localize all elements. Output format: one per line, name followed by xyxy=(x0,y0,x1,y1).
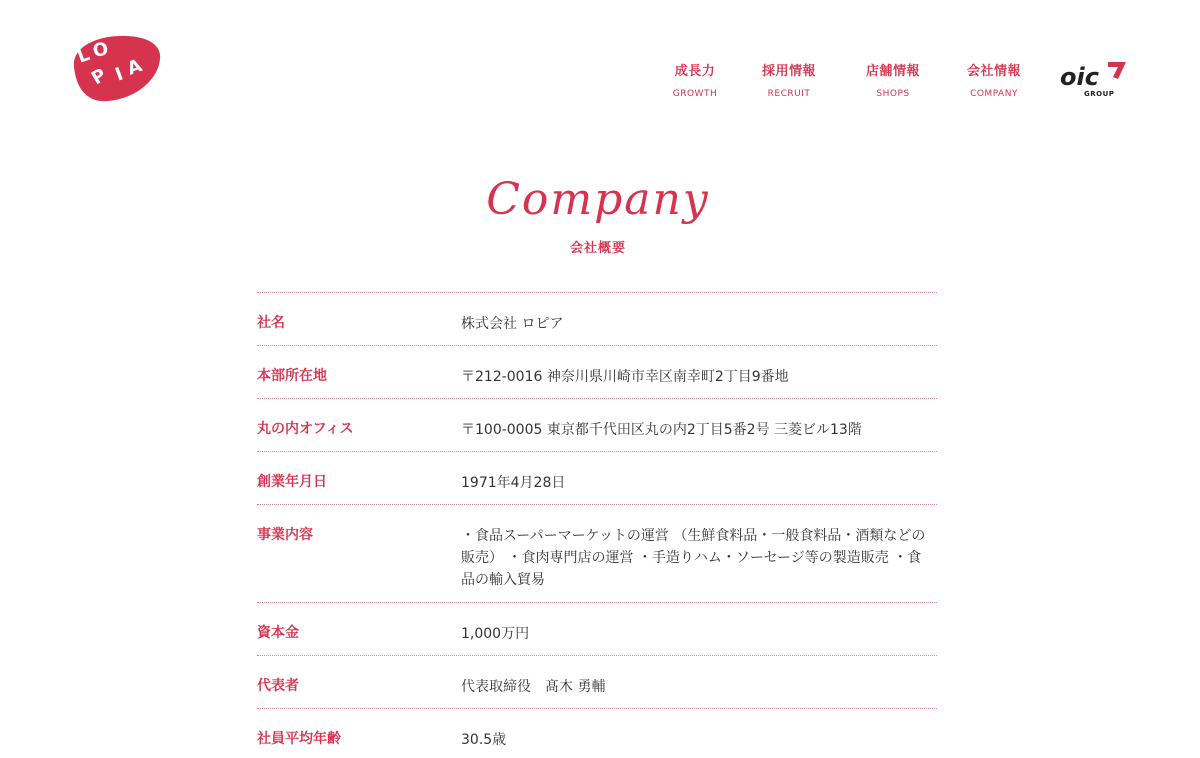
nav-item-company[interactable] xyxy=(954,64,1034,100)
row-label: 丸の内オフィス xyxy=(257,421,354,437)
nav-item-shops[interactable] xyxy=(854,64,932,100)
svg-text:P: P xyxy=(88,64,110,90)
nav-item-label-en: COMPANY xyxy=(970,89,1018,99)
nav-item-label-en: SHOPS xyxy=(876,89,910,99)
page-title-script: Company xyxy=(486,174,710,225)
svg-text:A: A xyxy=(124,55,145,80)
table-row xyxy=(257,398,937,451)
row-label: 資本金 xyxy=(257,625,299,641)
row-value: 〒100-0005 東京都千代田区丸の内2丁目5番2号 三菱ビル13階 xyxy=(461,422,862,438)
table-row xyxy=(257,708,937,758)
nav-item-recruit[interactable] xyxy=(746,64,832,100)
svg-text:oic: oic xyxy=(1060,63,1099,91)
table-row xyxy=(257,655,937,708)
svg-text:GROUP: GROUP xyxy=(1084,90,1115,98)
table-row xyxy=(257,602,937,655)
svg-text:L: L xyxy=(74,44,93,68)
row-value: 〒212-0016 神奈川県川崎市幸区南幸町2丁目9番地 xyxy=(461,369,789,385)
row-value: 30.5歳 xyxy=(461,732,507,748)
row-label: 本部所在地 xyxy=(257,368,327,384)
nav-item-label-jp: 会社情報 xyxy=(966,64,1021,79)
table-row xyxy=(257,292,937,345)
nav-item-label-jp: 店舗情報 xyxy=(865,64,920,79)
row-value: 1971年4月28日 xyxy=(461,475,566,491)
company-info-table xyxy=(257,292,937,758)
oic-group-logo[interactable] xyxy=(1058,59,1128,99)
row-label: 社名 xyxy=(257,315,285,331)
svg-text:O: O xyxy=(91,38,110,62)
main-nav xyxy=(660,64,1034,100)
row-label: 事業内容 xyxy=(257,527,313,543)
page-title: 会社概要 xyxy=(569,241,626,256)
table-row xyxy=(257,451,937,504)
nav-item-label-en: GROWTH xyxy=(672,89,718,99)
row-label: 創業年月日 xyxy=(257,474,327,490)
svg-text:I: I xyxy=(112,63,127,86)
row-value: 1,000万円 xyxy=(461,626,530,642)
row-label: 代表者 xyxy=(257,678,299,694)
row-label: 社員平均年齢 xyxy=(257,731,341,747)
nav-item-growth[interactable] xyxy=(660,64,730,100)
nav-item-label-jp: 成長力 xyxy=(674,64,716,79)
row-value: 株式会社 ロピア xyxy=(461,316,564,332)
nav-item-label-jp: 採用情報 xyxy=(761,64,816,79)
table-row xyxy=(257,345,937,398)
nav-item-label-en: RECRUIT xyxy=(767,89,811,99)
lopia-logo[interactable] xyxy=(66,33,164,103)
row-value: 代表取締役 髙木 勇輔 xyxy=(461,679,606,695)
table-row xyxy=(257,504,937,602)
row-value: ・食品スーパーマーケットの運営 （生鮮食料品・一般食料品・酒類などの販売） ・食肉専門店の運営 ・手造りハム・ソーセージ等の製造販売 ・食品の輸入貿易 xyxy=(461,528,926,588)
